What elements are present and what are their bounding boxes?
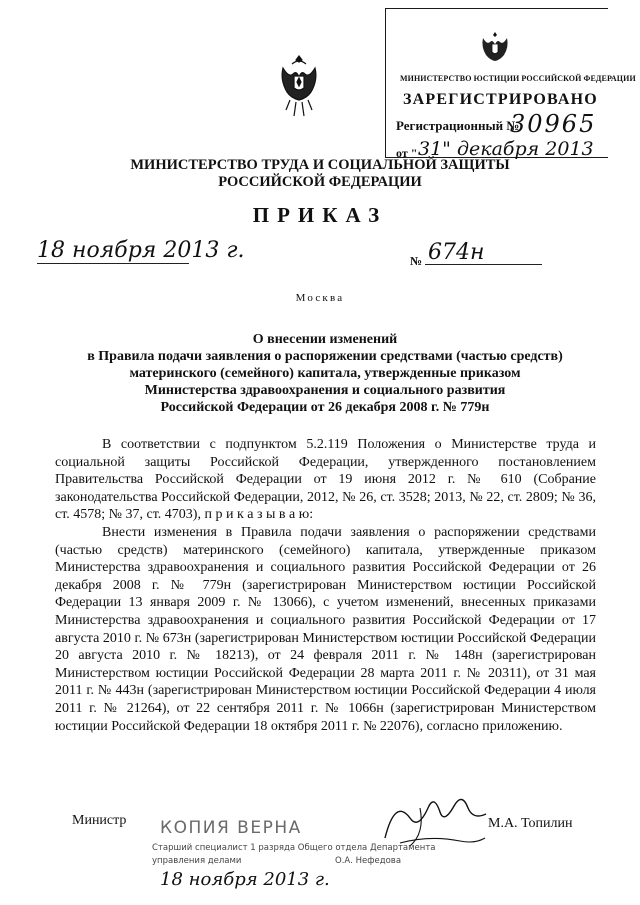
heading-line: в Правила подачи заявления о распоряжении средствами (частью средств)	[87, 349, 563, 364]
body-paragraph-1	[55, 436, 596, 524]
document-type: ПРИКАЗ	[252, 203, 388, 227]
stamp-ministry-name: МИНИСТЕРСТВО ЮСТИЦИИ РОССИЙСКОЙ ФЕДЕРАЦИИ	[400, 74, 636, 83]
order-number-label: №	[410, 254, 423, 268]
body-paragraph-2	[55, 524, 596, 735]
paragraph-text: В соответствии с подпунктом 5.2.119 Положения о Министерстве труда и социальной защиты Российской Федерации, утвержденного постановлением Правительства Российской Федерации от 19 июня 2012 г. № 610 (Собрание законодательства Российской Федерации, 2012, № 26, ст. 3528; 2013, № 22, ст. 2809; № 36, ст. 4578; № 37, ст. 4703), п р и к а з ы в а ю:	[55, 437, 596, 523]
stamp-regno: 30965	[510, 110, 597, 138]
copy-stamp-line: Старший специалист 1 разряда Общего отдела Департамента	[152, 843, 436, 853]
heading-line: Российской Федерации от 26 декабря 2008 г. № 779н	[160, 400, 490, 415]
signer-name: М.А. Топилин	[488, 816, 573, 831]
stamp-status: ЗАРЕГИСТРИРОВАНО	[403, 91, 598, 108]
number-underline	[425, 264, 542, 265]
order-number: 674н	[428, 240, 485, 265]
copy-stamp-signer: О.А. Нефедова	[335, 856, 402, 866]
stamp-date-prefix: от "	[396, 146, 418, 160]
heading-line: материнского (семейного) капитала, утвержденные приказом	[129, 366, 521, 381]
stamp-regno-label: Регистрационный №	[396, 118, 520, 133]
city: Москва	[295, 292, 345, 304]
stamp-emblem-icon	[480, 30, 510, 68]
coat-of-arms-icon	[278, 50, 320, 130]
date-underline	[37, 263, 189, 264]
stamp-date: 31" декабря 2013	[418, 138, 594, 160]
copy-stamp-date: 18 ноября 2013 г.	[160, 869, 330, 890]
copy-stamp-title: КОПИЯ ВЕРНА	[160, 818, 302, 838]
heading-line: Министерства здравоохранения и социального развития	[144, 383, 506, 398]
copy-stamp-line: управления делами	[152, 856, 242, 866]
ministry-name-line1: МИНИСТЕРСТВО ТРУДА И СОЦИАЛЬНОЙ ЗАЩИТЫ	[130, 157, 510, 173]
ministry-name-line2: РОССИЙСКОЙ ФЕДЕРАЦИИ	[218, 174, 422, 190]
order-date: 18 ноября 2013 г.	[37, 238, 245, 263]
signer-position: Министр	[72, 813, 127, 828]
paragraph-text: Внести изменения в Правила подачи заявления о распоряжении средствами (частью средств) материнского (семейного) капитала, утвержденные приказом Министерства здравоохранения и социального развития Российской Федерации от 26 декабря 2008 г. № 779н (зарегистрирован Министерством юстиции Российской Федерации 13 января 2009 г. № 13066), с учетом изменений, внесенных приказами Министерства здравоохранения и социального развития Российской Федерации от 17 августа 2010 г. № 673н (зарегистрирован Министерством юстиции Российской Федерации 20 августа 2010 г. № 18213), от 24 февраля 2011 г. № 148н (зарегистрирован Министерством юстиции Российской Федерации 28 марта 2011 г. № 20311), от 31 мая 2011 г. № 443н (зарегистрирован Министерством юстиции Российской Федерации 4 июля 2011 г. № 21264), от 22 сентября 2011 г. № 1066н (зарегистрирован Министерством юстиции Российской Федерации 18 октября 2011 г. № 22076), согласно приложению.	[55, 525, 596, 734]
heading-line: О внесении изменений	[252, 332, 398, 347]
